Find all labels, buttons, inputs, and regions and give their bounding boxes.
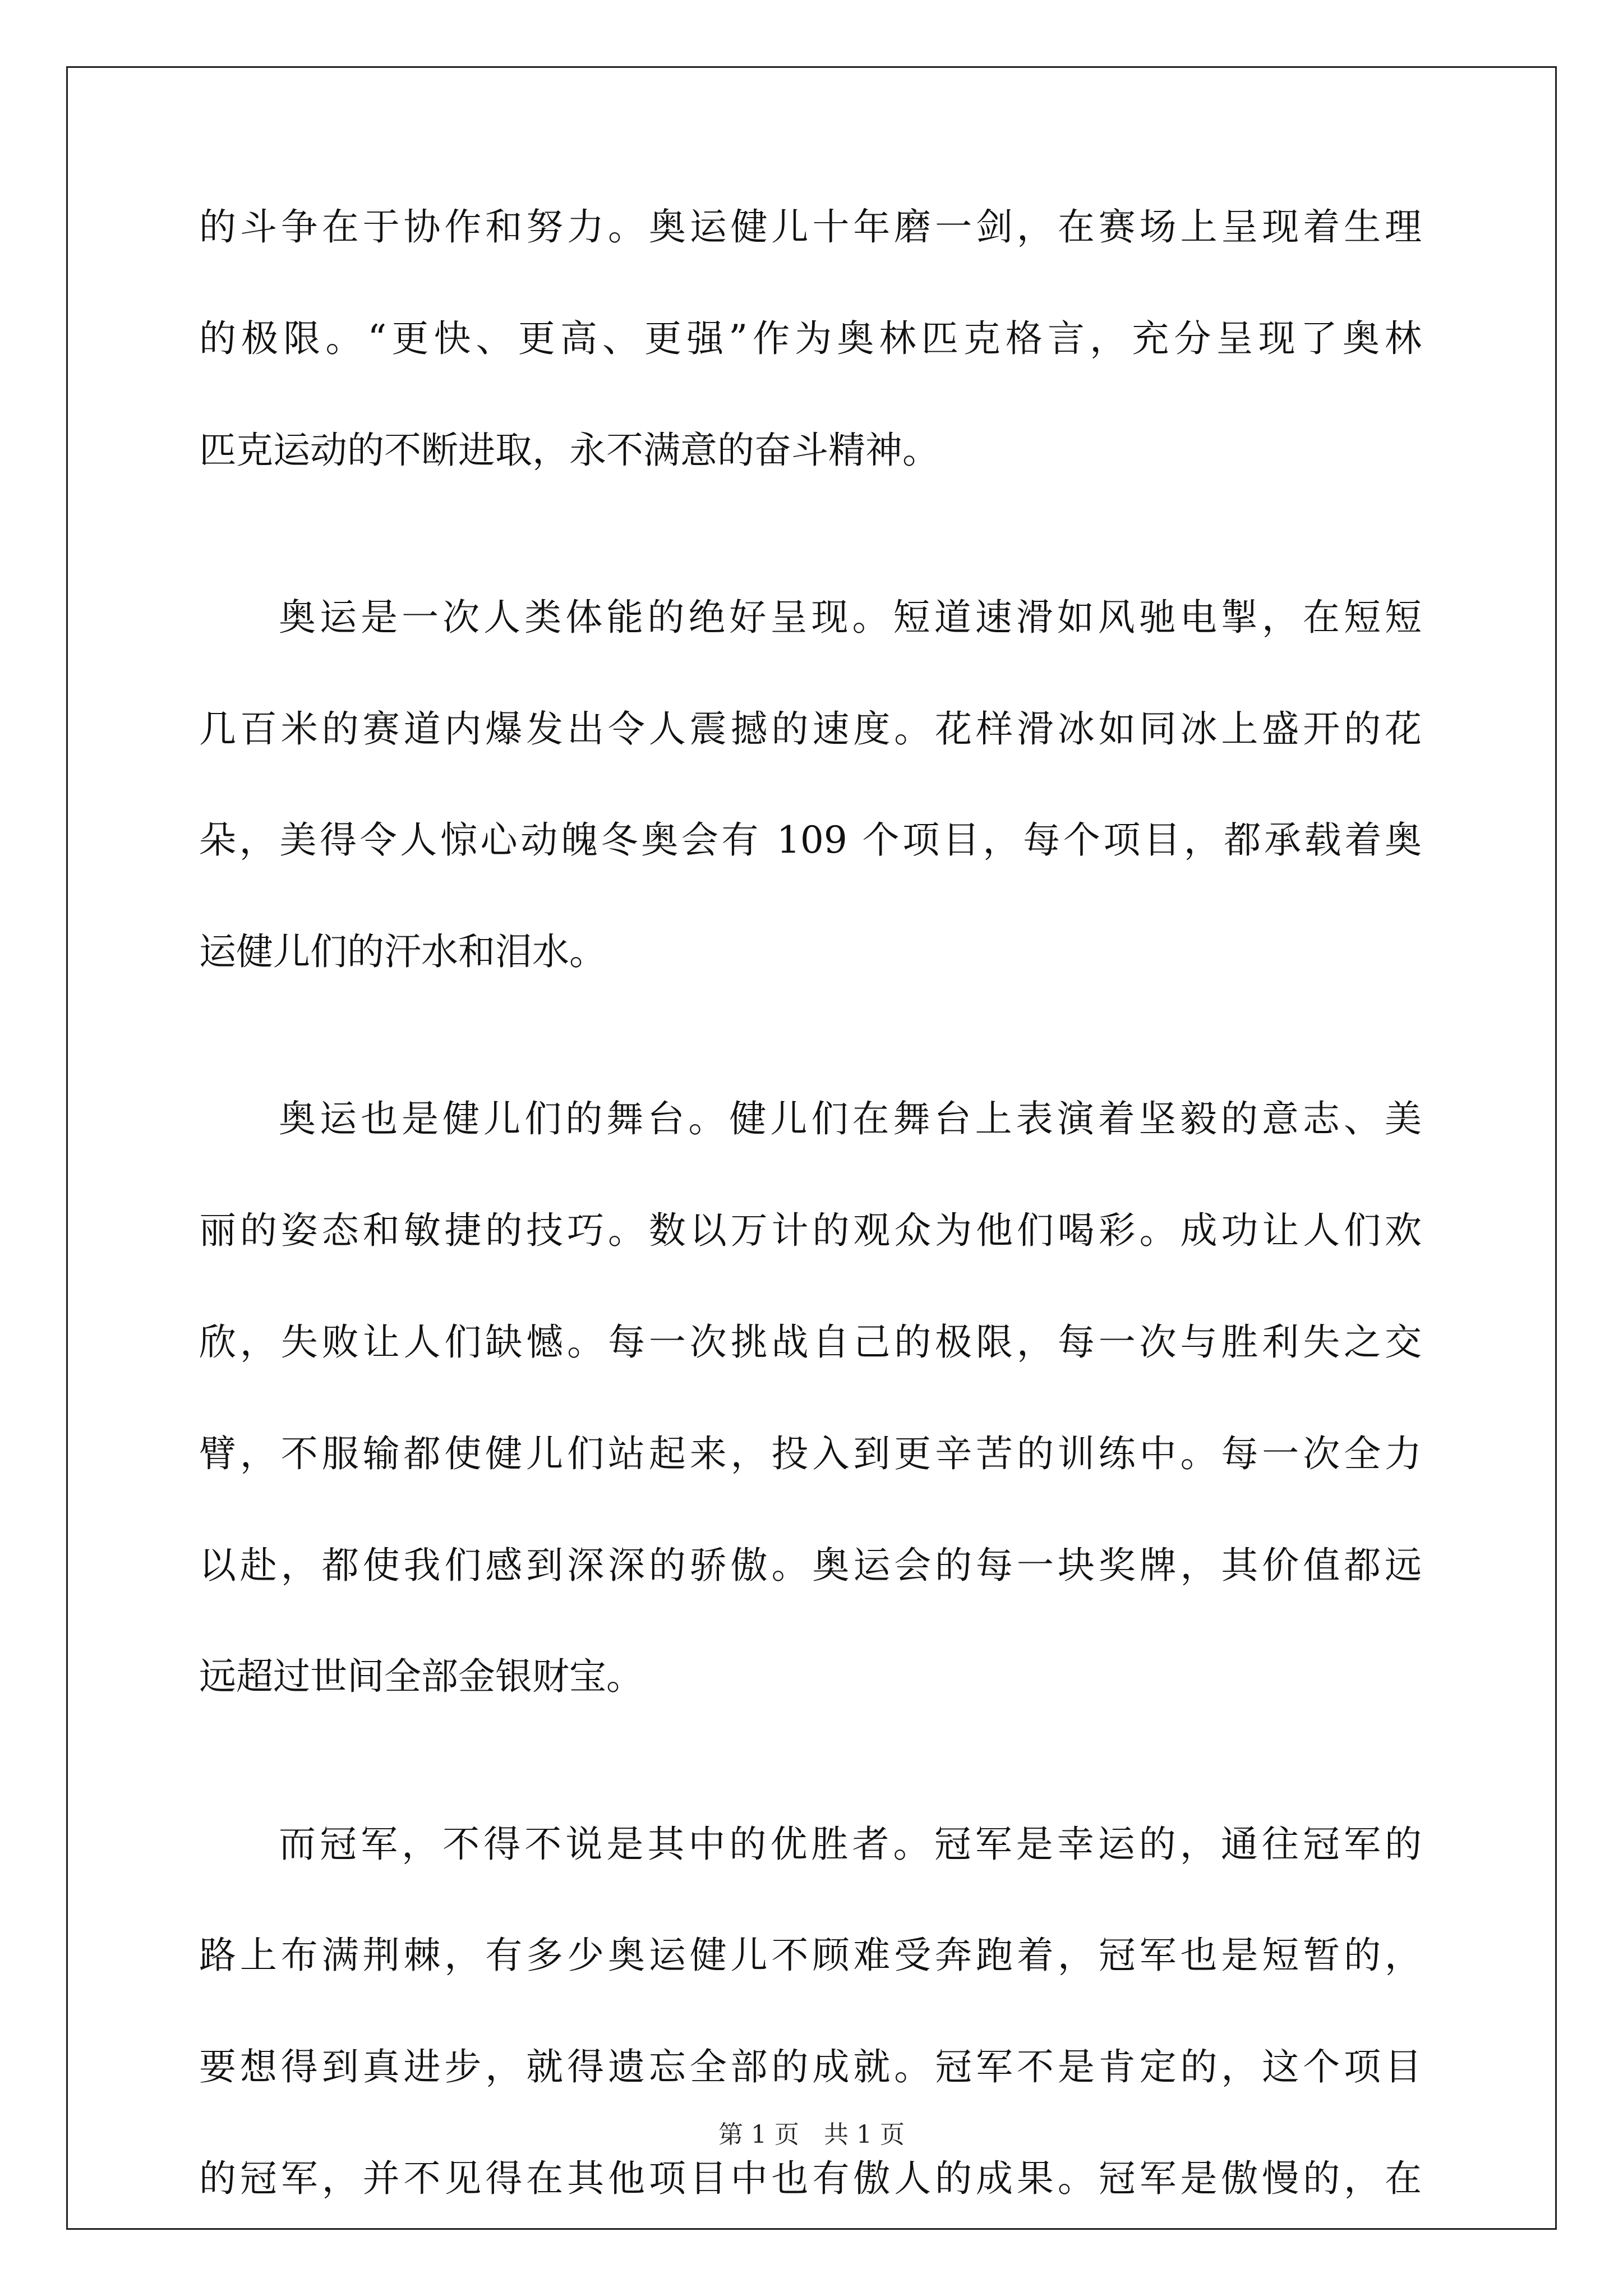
text-line: 运健儿们的汗水和泪水。 bbox=[199, 930, 606, 974]
text-line: 而冠军，不得不说是其中的优胜者。冠军是幸运的，通往冠军的 bbox=[279, 1822, 1422, 1866]
text-line: 奥运是一次人类体能的绝好呈现。短道速滑如风驰电掣，在短短 bbox=[279, 595, 1422, 639]
text-line: 欣，失败让人们缺憾。每一次挑战自己的极限，每一次与胜利失之交 bbox=[199, 1320, 1422, 1364]
text-line: 朵，美得令人惊心动魄冬奥会有 109 个项目，每个项目，都承载着奥 bbox=[199, 818, 1422, 862]
text-line: 几百米的赛道内爆发出令人震撼的速度。花样滑冰如同冰上盛开的花 bbox=[199, 707, 1422, 751]
text-line: 丽的姿态和敏捷的技巧。数以万计的观众为他们喝彩。成功让人们欢 bbox=[199, 1209, 1422, 1253]
text-line: 以赴，都使我们感到深深的骄傲。奥运会的每一块奖牌，其价值都远 bbox=[199, 1543, 1422, 1587]
text-line: 要想得到真进步，就得遗忘全部的成就。冠军不是肯定的，这个项目 bbox=[199, 2045, 1422, 2089]
text-line: 臂，不服输都使健儿们站起来，投入到更辛苦的训练中。每一次全力 bbox=[199, 1432, 1422, 1475]
text-line: 的斗争在于协作和努力。奥运健儿十年磨一剑，在赛场上呈现着生理 bbox=[199, 205, 1422, 249]
page-footer: 第 1 页 共 1 页 bbox=[718, 2120, 905, 2149]
text-line: 的冠军，并不见得在其他项目中也有傲人的成果。冠军是傲慢的，在 bbox=[199, 2157, 1422, 2200]
text-line: 路上布满荆棘，有多少奥运健儿不顾难受奔跑着，冠军也是短暂的， bbox=[199, 1934, 1422, 1977]
text-line: 远超过世间全部金银财宝。 bbox=[199, 1655, 643, 1699]
text-line: 匹克运动的不断进取，永不满意的奋斗精神。 bbox=[199, 428, 939, 472]
text-line: 奥运也是健儿们的舞台。健儿们在舞台上表演着坚毅的意志、美 bbox=[279, 1097, 1422, 1141]
text-line: 的极限。“更快、更高、更强”作为奥林匹克格言，充分呈现了奥林 bbox=[199, 316, 1422, 360]
